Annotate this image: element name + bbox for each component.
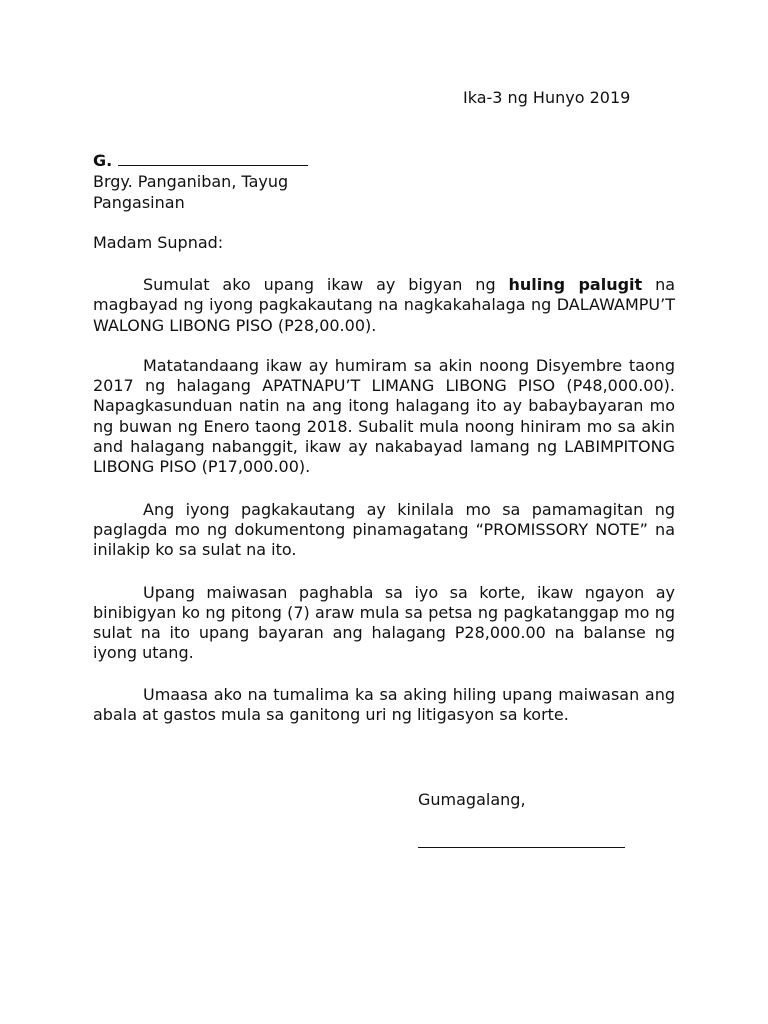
paragraph-2: Matatandaang ikaw ay humiram sa akin noong Disyembre taong 2017 ng halagang APATNAPU’T LIMANG LIBONG PISO (P48,000.00). Napagkasunduan natin na ang itong halagang ito ay babaybayaran mo ng buwan ng Enero taong 2018. Subalit mula noong hiniram mo sa akin and halagang nabanggit, ikaw ay nakabayad lamang ng LABIMPITONG LIBONG PISO (P17,000.00).	[93, 355, 675, 477]
paragraph-5: Umaasa ako na tumalima ka sa aking hiling upang maiwasan ang abala at gastos mula sa ganitong uri ng litigasyon sa korte.	[93, 684, 675, 725]
paragraph-1-text-a: Sumulat ako upang ikaw ay bigyan ng	[143, 275, 509, 294]
recipient-address-line2: Pangasinan	[93, 193, 185, 212]
paragraph-3: Ang iyong pagkakautang ay kinilala mo sa pamamagitan ng paglagda mo ng dokumentong pinamagatang “PROMISSORY NOTE” na inilakip ko sa sulat na ito.	[93, 499, 675, 560]
closing: Gumagalang,	[418, 790, 526, 809]
paragraph-4: Upang maiwasan paghabla sa iyo sa korte, ikaw ngayon ay binibigyan ko ng pitong (7) araw mula sa petsa ng pagkatanggap mo ng sulat na ito upang bayaran ang halagang P28,000.00 na balanse ng iyong utang.	[93, 582, 675, 663]
paragraph-1	[93, 275, 675, 336]
recipient-name-blank	[118, 151, 308, 166]
salutation: Madam Supnad:	[93, 233, 224, 252]
recipient-block	[93, 150, 308, 213]
recipient-name-line	[93, 150, 308, 171]
letter-date: Ika-3 ng Hunyo 2019	[463, 88, 631, 107]
recipient-name-prefix: G.	[93, 151, 113, 170]
recipient-address-line1: Brgy. Panganiban, Tayug	[93, 172, 289, 191]
signature-line	[418, 847, 625, 848]
letter-body	[93, 275, 675, 744]
paragraph-1-text-b: na magbayad ng iyong pagkakautang na nagkakahalaga ng DALAWAMPU’T WALONG LIBONG PISO (P28,00.00).	[93, 275, 676, 335]
paragraph-1-bold: huling palugit	[508, 275, 643, 294]
